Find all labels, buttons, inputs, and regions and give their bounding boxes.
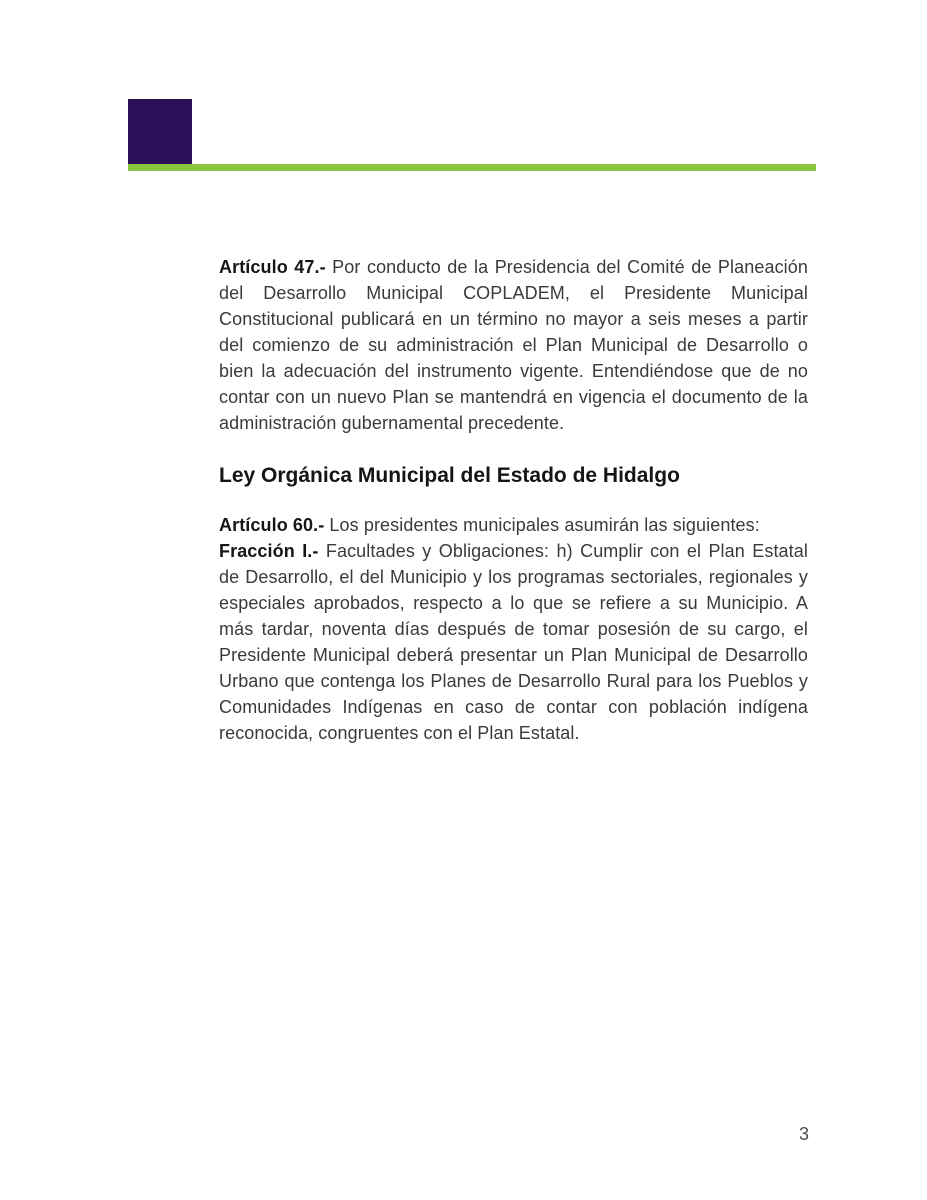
document-body [219,254,808,746]
fraccion-1-label: Fracción I.- [219,541,319,561]
section-heading: Ley Orgánica Municipal del Estado de Hidalgo [219,464,680,487]
header-purple-block [128,99,192,165]
article-60-label: Artículo 60.- [219,515,325,535]
article-47-label: Artículo 47.- [219,257,326,277]
article-60-paragraph [219,512,808,538]
article-60-text: Los presidentes municipales asumirán las siguientes: [324,515,760,535]
article-47-paragraph [219,254,808,436]
page-number: 3 [798,1124,809,1144]
fraccion-1-text: Facultades y Obligaciones: h) Cumplir con el Plan Estatal de Desarrollo, el del Municipio y los programas sectoriales, regionales y especiales aprobados, respecto a lo que se refiere a su Municipio. A más tardar, noventa días después de tomar posesión de su cargo, el Presidente Municipal deberá presentar un Plan Municipal de Desarrollo Urbano que contenga los Planes de Desarrollo Rural para los Pueblos y Comunidades Indígenas en caso de contar con población indígena reconocida, congruentes con el Plan Estatal. [219,541,808,743]
article-47-text: Por conducto de la Presidencia del Comité de Planeación del Desarrollo Municipal COPLADEM, el Presidente Municipal Constitucional publicará en un término no mayor a seis meses a partir del comienzo de su administración el Plan Municipal de Desarrollo o bien la adecuación del instrumento vigente. Entendiéndose que de no contar con un nuevo Plan se mantendrá en vigencia el documento de la administración gubernamental precedente. [219,257,808,433]
header-green-rule [128,164,816,171]
fraccion-1-paragraph [219,538,808,746]
